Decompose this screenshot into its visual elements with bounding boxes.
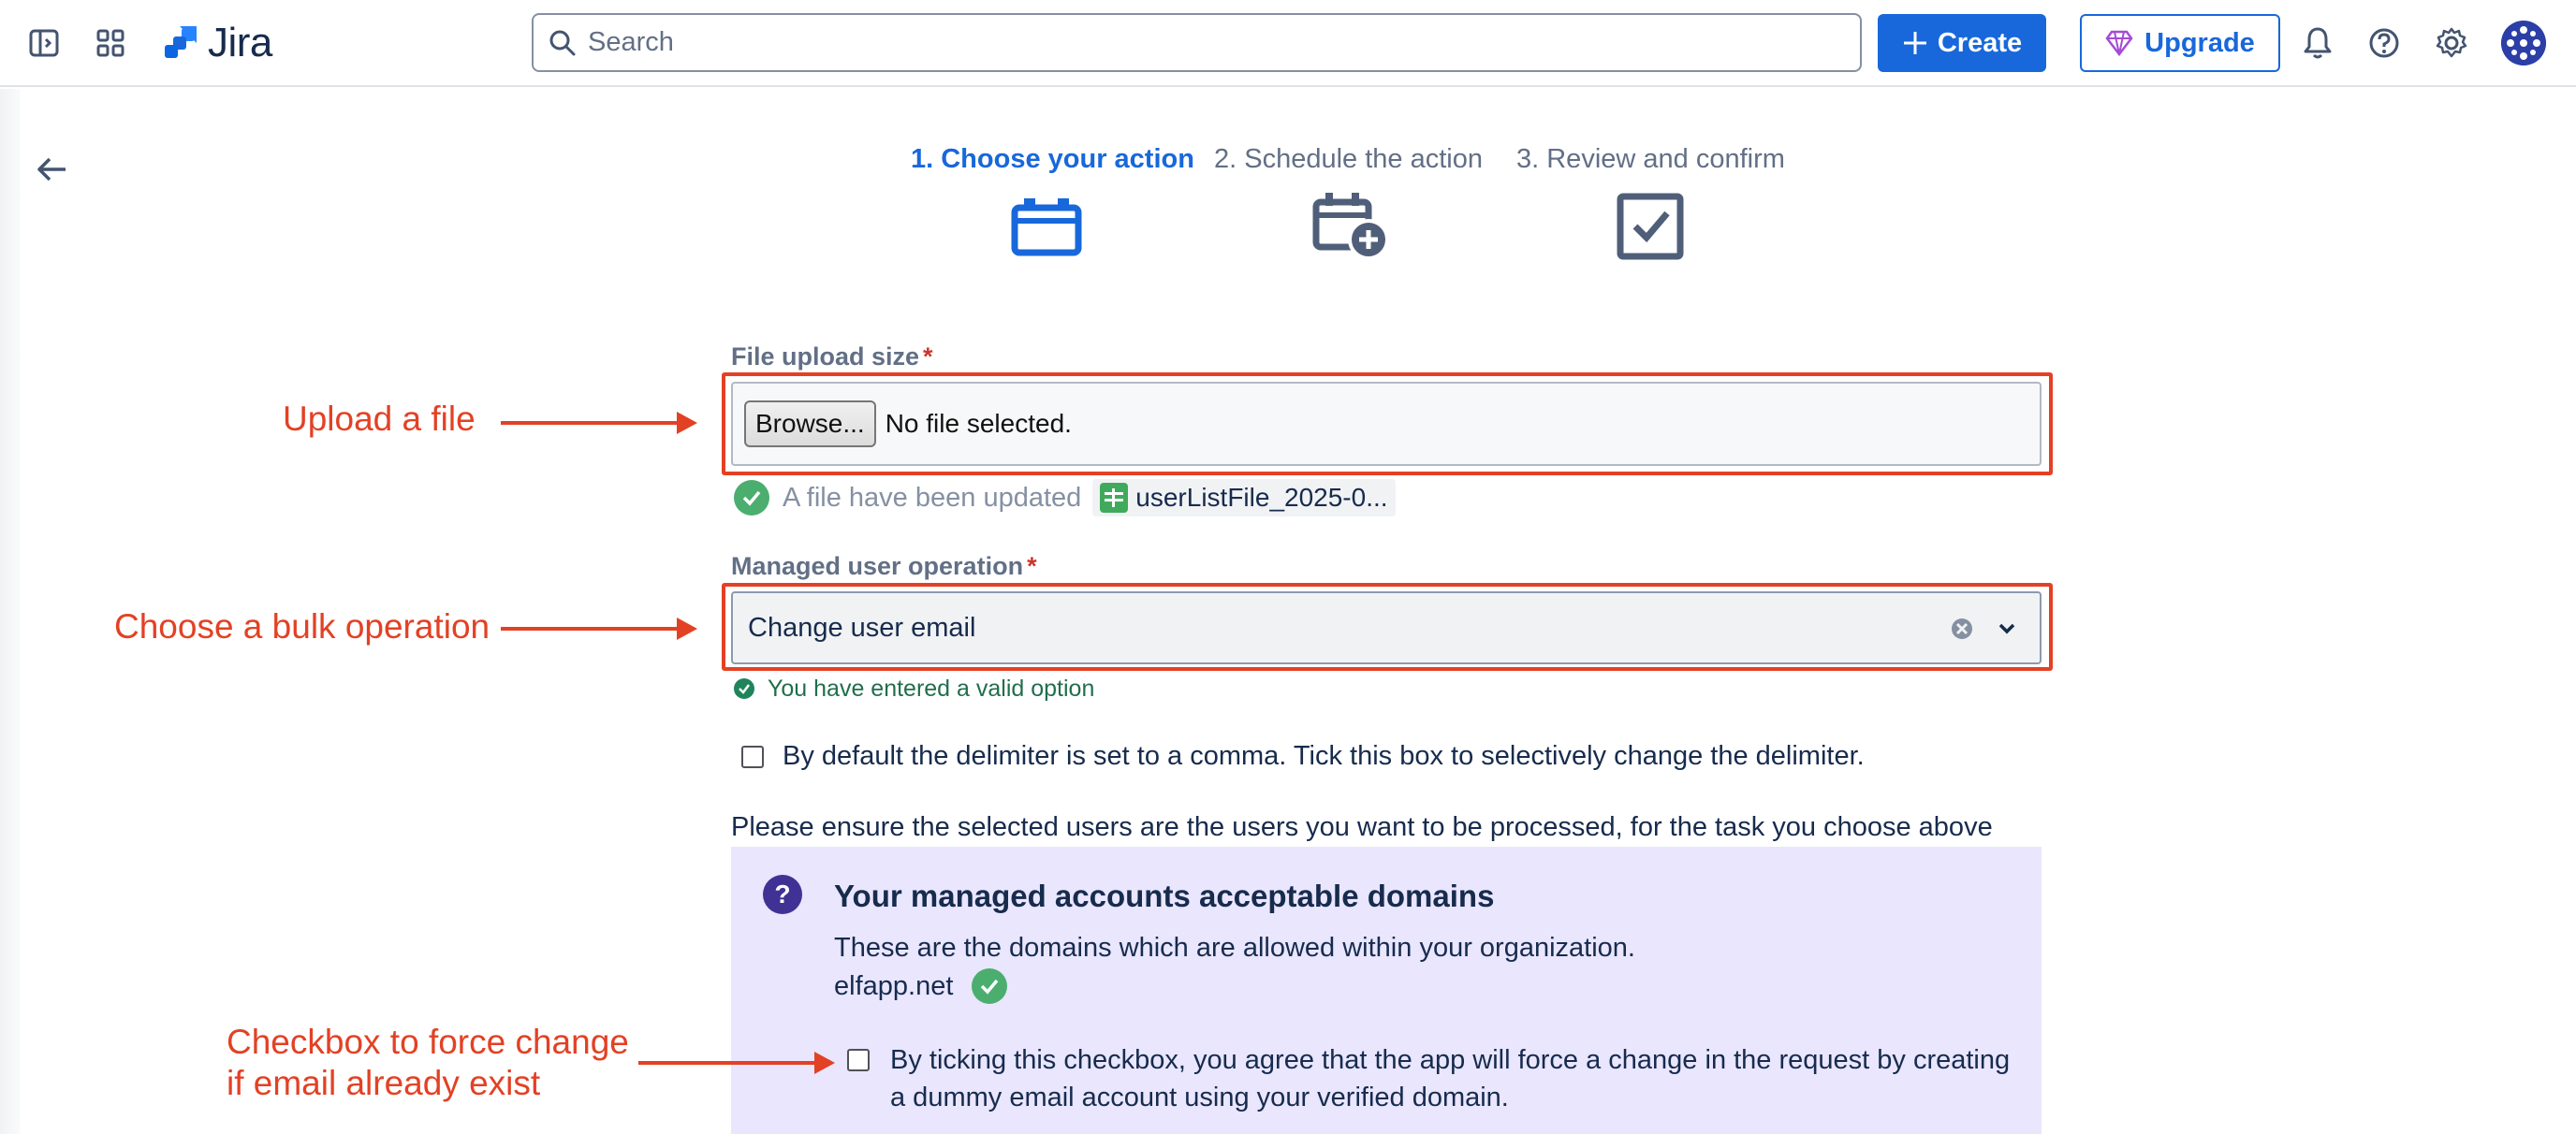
back-arrow-icon[interactable] [28, 146, 75, 193]
settings-gear-icon[interactable] [2424, 16, 2479, 70]
calendar-add-icon [1312, 191, 1391, 262]
uploaded-file-chip[interactable] [1092, 479, 1395, 516]
chevron-down-icon[interactable] [1997, 619, 2017, 638]
domain-item [834, 968, 1007, 1004]
search-bar[interactable] [532, 13, 1862, 72]
annotation-arrow-bulk [501, 627, 694, 631]
file-updated-status [734, 477, 1396, 518]
logo-text: Jira [208, 20, 272, 65]
annotation-upload-file: Upload a file [283, 400, 476, 438]
clear-icon[interactable] [1950, 617, 1974, 641]
file-updated-text: A file have been updated [783, 482, 1082, 513]
notifications-bell-icon[interactable] [2291, 16, 2345, 70]
delimiter-text: By default the delimiter is set to a comma. Tick this box to selectively change the delimiter. [783, 741, 1865, 771]
step-choose-action[interactable]: 1. Choose your action [911, 144, 1194, 174]
domains-info-panel [731, 847, 2042, 1134]
no-file-text: No file selected. [885, 409, 1072, 438]
review-checkbox-icon [1617, 191, 1686, 260]
create-button[interactable] [1878, 14, 2046, 72]
uploaded-file-name: userListFile_2025-0... [1135, 483, 1388, 512]
force-change-checkbox[interactable] [847, 1049, 870, 1071]
delimiter-option [741, 741, 1865, 772]
operation-selected-value: Change user email [748, 612, 976, 643]
annotation-bulk-operation: Choose a bulk operation [114, 607, 490, 646]
annotation-force-change-line2: if email already exist [227, 1064, 541, 1102]
required-mark: * [923, 342, 933, 371]
sidebar-toggle-icon[interactable] [17, 16, 71, 70]
file-upload-label: File upload size * [731, 342, 933, 371]
search-icon [549, 29, 577, 57]
top-navigation [0, 0, 2576, 87]
annotation-arrow-force [638, 1061, 831, 1065]
jira-logo-icon [161, 24, 198, 62]
help-icon[interactable] [2357, 16, 2411, 70]
gem-icon [2105, 30, 2133, 56]
valid-option-text: You have entered a valid option [768, 675, 1095, 702]
domain-name: elfapp.net [834, 970, 954, 1001]
valid-option-status [734, 674, 1094, 704]
user-avatar[interactable] [2501, 21, 2546, 65]
step-schedule-action[interactable]: 2. Schedule the action [1214, 144, 1483, 174]
app-switcher-icon[interactable] [83, 16, 138, 70]
domain-verified-icon [972, 968, 1007, 1004]
upgrade-label: Upgrade [2144, 27, 2255, 58]
plus-icon [1902, 30, 1928, 56]
step-review-confirm[interactable]: 3. Review and confirm [1516, 144, 1785, 174]
file-upload-field[interactable] [731, 382, 2042, 466]
question-icon: ? [763, 875, 802, 914]
panel-description: These are the domains which are allowed within your organization. [834, 933, 1635, 963]
operation-label: Managed user operation * [731, 552, 1037, 580]
upgrade-button[interactable] [2080, 14, 2280, 72]
required-mark: * [1027, 552, 1037, 580]
annotation-arrow-upload [501, 421, 694, 425]
create-label: Create [1937, 27, 2023, 58]
annotation-force-change-line1: Checkbox to force change [227, 1023, 629, 1061]
operation-select[interactable] [731, 591, 2042, 664]
ensure-users-text: Please ensure the selected users are the users you want to be processed, for the task you choose above [731, 812, 1993, 842]
panel-title: Your managed accounts acceptable domains [834, 879, 1495, 913]
toolbox-icon [1011, 196, 1082, 256]
jira-logo[interactable] [161, 19, 272, 67]
force-change-text: By ticking this checkbox, you agree that the app will force a change in the request by creating a dummy email account using your verified domain. [890, 1045, 2011, 1112]
success-check-icon [734, 480, 769, 516]
force-change-option [847, 1041, 2013, 1116]
left-sidebar-edge [0, 89, 21, 1134]
delimiter-checkbox[interactable] [741, 746, 764, 768]
search-input[interactable] [588, 27, 1805, 58]
browse-button[interactable]: Browse... [744, 400, 876, 447]
valid-check-icon [734, 678, 754, 699]
spreadsheet-icon [1100, 483, 1128, 513]
